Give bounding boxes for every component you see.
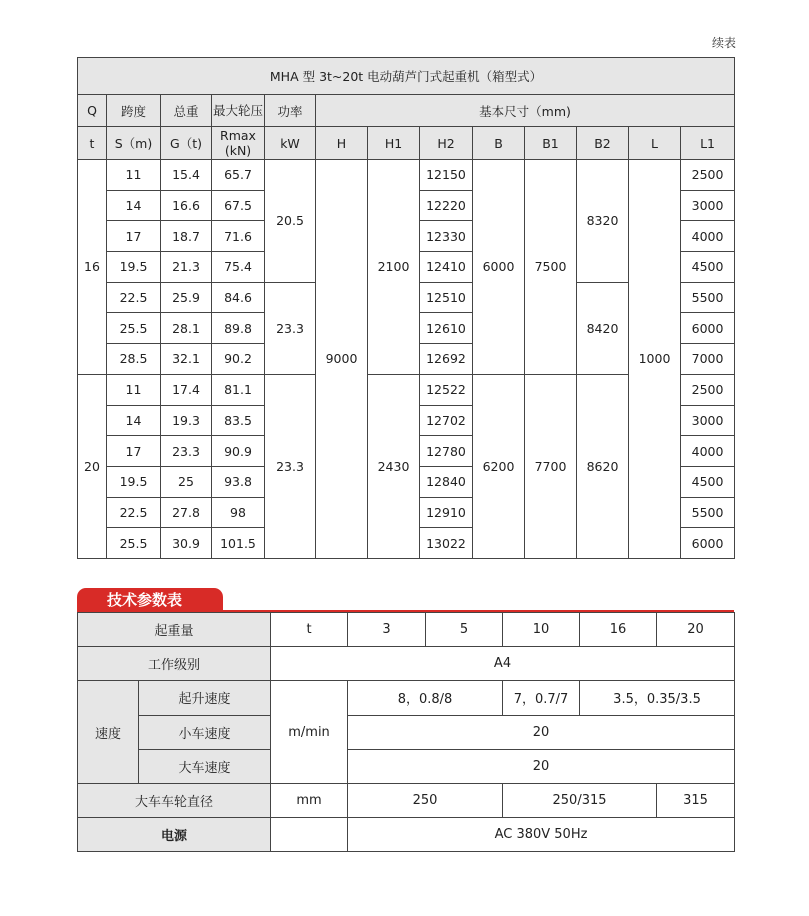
cell-l1: 2500 bbox=[681, 374, 735, 405]
h-shared: 9000 bbox=[316, 160, 368, 559]
cell-g: 25.9 bbox=[161, 282, 212, 313]
unit-rmax-label: Rmax bbox=[220, 128, 256, 143]
cell-h2: 12692 bbox=[420, 344, 473, 375]
cell-l1: 5500 bbox=[681, 497, 735, 528]
cell-l1: 7000 bbox=[681, 344, 735, 375]
cell-g: 28.1 bbox=[161, 313, 212, 344]
power-16a: 20.5 bbox=[265, 160, 316, 283]
cell-r: 84.6 bbox=[212, 282, 265, 313]
cell-r: 71.6 bbox=[212, 221, 265, 252]
cell-h2: 12522 bbox=[420, 374, 473, 405]
crane-speed-value: 20 bbox=[348, 749, 735, 783]
cell-g: 21.3 bbox=[161, 252, 212, 283]
unit-span: S（m) bbox=[107, 127, 161, 160]
cell-h2: 12840 bbox=[420, 466, 473, 497]
cell-s: 25.5 bbox=[107, 528, 161, 559]
cell-s: 17 bbox=[107, 221, 161, 252]
cell-l1: 4000 bbox=[681, 436, 735, 467]
cell-h2: 12220 bbox=[420, 190, 473, 221]
cell-r: 89.8 bbox=[212, 313, 265, 344]
cell-r: 90.2 bbox=[212, 344, 265, 375]
table1-title: MHA 型 3t~20t 电动葫芦门式起重机（箱型式） bbox=[78, 58, 735, 95]
cell-s: 14 bbox=[107, 405, 161, 436]
cell-l1: 2500 bbox=[681, 160, 735, 191]
unit-h2: H2 bbox=[420, 127, 473, 160]
cell-s: 19.5 bbox=[107, 252, 161, 283]
hoist-speed-label: 起升速度 bbox=[139, 681, 271, 715]
trolley-speed-value: 20 bbox=[348, 715, 735, 749]
cell-h2: 13022 bbox=[420, 528, 473, 559]
cell-s: 28.5 bbox=[107, 344, 161, 375]
cell-l1: 4500 bbox=[681, 252, 735, 283]
power-16b: 23.3 bbox=[265, 282, 316, 374]
cell-r: 83.5 bbox=[212, 405, 265, 436]
b-20: 6200 bbox=[473, 374, 525, 558]
table1-body bbox=[78, 58, 735, 559]
unit-power: kW bbox=[265, 127, 316, 160]
cell-l1: 5500 bbox=[681, 282, 735, 313]
cell-r: 65.7 bbox=[212, 160, 265, 191]
table2-body bbox=[78, 613, 735, 852]
b1-20: 7700 bbox=[525, 374, 577, 558]
q-20: 20 bbox=[78, 374, 107, 558]
cell-l1: 4000 bbox=[681, 221, 735, 252]
power-supply-value: AC 380V 50Hz bbox=[348, 818, 735, 852]
capacity-label: 起重量 bbox=[78, 613, 271, 647]
hoist-speed-value: 7，0.7/7 bbox=[503, 681, 580, 715]
tech-params-badge: 技术参数表 bbox=[77, 588, 223, 612]
power-20: 23.3 bbox=[265, 374, 316, 558]
crane-speed-label: 大车速度 bbox=[139, 749, 271, 783]
power-supply-label: 电源 bbox=[78, 818, 271, 852]
cell-l1: 3000 bbox=[681, 405, 735, 436]
cell-h2: 12610 bbox=[420, 313, 473, 344]
trolley-speed-label: 小车速度 bbox=[139, 715, 271, 749]
capacity-value: 16 bbox=[580, 613, 657, 647]
cell-l1: 4500 bbox=[681, 466, 735, 497]
b1-16: 7500 bbox=[525, 160, 577, 375]
cell-s: 19.5 bbox=[107, 466, 161, 497]
unit-h: H bbox=[316, 127, 368, 160]
wheel-diameter-value: 250/315 bbox=[503, 783, 657, 817]
capacity-value: 10 bbox=[503, 613, 580, 647]
unit-l: L bbox=[629, 127, 681, 160]
cell-s: 14 bbox=[107, 190, 161, 221]
unit-l1: L1 bbox=[681, 127, 735, 160]
hoist-speed-value: 3.5，0.35/3.5 bbox=[580, 681, 735, 715]
cell-h2: 12150 bbox=[420, 160, 473, 191]
header-span: 跨度 bbox=[107, 95, 161, 127]
speed-label: 速度 bbox=[78, 681, 139, 784]
b2-20: 8620 bbox=[577, 374, 629, 558]
cell-s: 17 bbox=[107, 436, 161, 467]
power-supply-unit bbox=[271, 818, 348, 852]
unit-b: B bbox=[473, 127, 525, 160]
cell-r: 98 bbox=[212, 497, 265, 528]
cell-s: 11 bbox=[107, 374, 161, 405]
cell-r: 81.1 bbox=[212, 374, 265, 405]
cell-s: 25.5 bbox=[107, 313, 161, 344]
capacity-value: 5 bbox=[426, 613, 503, 647]
cell-r: 93.8 bbox=[212, 466, 265, 497]
cell-l1: 6000 bbox=[681, 528, 735, 559]
unit-h1: H1 bbox=[368, 127, 420, 160]
cell-g: 30.9 bbox=[161, 528, 212, 559]
unit-weight: G（t) bbox=[161, 127, 212, 160]
speed-unit: m/min bbox=[271, 681, 348, 784]
cell-h2: 12780 bbox=[420, 436, 473, 467]
cell-g: 19.3 bbox=[161, 405, 212, 436]
unit-q: t bbox=[78, 127, 107, 160]
tech-params-table bbox=[77, 612, 735, 852]
unit-rmax-unit: (kN) bbox=[224, 143, 252, 158]
cell-g: 15.4 bbox=[161, 160, 212, 191]
unit-b1: B1 bbox=[525, 127, 577, 160]
b2-16b: 8420 bbox=[577, 282, 629, 374]
capacity-value: 3 bbox=[348, 613, 426, 647]
cell-r: 67.5 bbox=[212, 190, 265, 221]
cell-h2: 12510 bbox=[420, 282, 473, 313]
cell-h2: 12910 bbox=[420, 497, 473, 528]
header-q: Q bbox=[78, 95, 107, 127]
wheel-diameter-value: 250 bbox=[348, 783, 503, 817]
cell-g: 32.1 bbox=[161, 344, 212, 375]
cell-h2: 12410 bbox=[420, 252, 473, 283]
l-shared: 1000 bbox=[629, 160, 681, 559]
cell-l1: 3000 bbox=[681, 190, 735, 221]
cell-h2: 12702 bbox=[420, 405, 473, 436]
q-16: 16 bbox=[78, 160, 107, 375]
header-weight: 总重 bbox=[161, 95, 212, 127]
unit-rmax bbox=[212, 127, 265, 160]
cell-r: 101.5 bbox=[212, 528, 265, 559]
h1-20: 2430 bbox=[368, 374, 420, 558]
duty-value: A4 bbox=[271, 647, 735, 681]
cell-h2: 12330 bbox=[420, 221, 473, 252]
cell-g: 27.8 bbox=[161, 497, 212, 528]
cell-g: 23.3 bbox=[161, 436, 212, 467]
b2-16a: 8320 bbox=[577, 160, 629, 283]
cell-s: 11 bbox=[107, 160, 161, 191]
wheel-diameter-label: 大车车轮直径 bbox=[78, 783, 271, 817]
cell-g: 16.6 bbox=[161, 190, 212, 221]
capacity-value: 20 bbox=[657, 613, 735, 647]
header-power: 功率 bbox=[265, 95, 316, 127]
cell-r: 90.9 bbox=[212, 436, 265, 467]
wheel-diameter-unit: mm bbox=[271, 783, 348, 817]
header-max-wheel-pressure: 最大轮压 bbox=[212, 95, 265, 127]
header-basic-dims: 基本尺寸（mm) bbox=[316, 95, 735, 127]
cell-r: 75.4 bbox=[212, 252, 265, 283]
cell-s: 22.5 bbox=[107, 497, 161, 528]
wheel-diameter-value: 315 bbox=[657, 783, 735, 817]
table-row bbox=[78, 160, 735, 191]
capacity-unit: t bbox=[271, 613, 348, 647]
crane-dimensions-table bbox=[77, 57, 735, 559]
cell-g: 25 bbox=[161, 466, 212, 497]
cell-g: 17.4 bbox=[161, 374, 212, 405]
cell-s: 22.5 bbox=[107, 282, 161, 313]
duty-label: 工作级别 bbox=[78, 647, 271, 681]
unit-b2: B2 bbox=[577, 127, 629, 160]
hoist-speed-value: 8，0.8/8 bbox=[348, 681, 503, 715]
b-16: 6000 bbox=[473, 160, 525, 375]
continued-label: 续表 bbox=[712, 36, 737, 50]
h1-16: 2100 bbox=[368, 160, 420, 375]
cell-l1: 6000 bbox=[681, 313, 735, 344]
cell-g: 18.7 bbox=[161, 221, 212, 252]
